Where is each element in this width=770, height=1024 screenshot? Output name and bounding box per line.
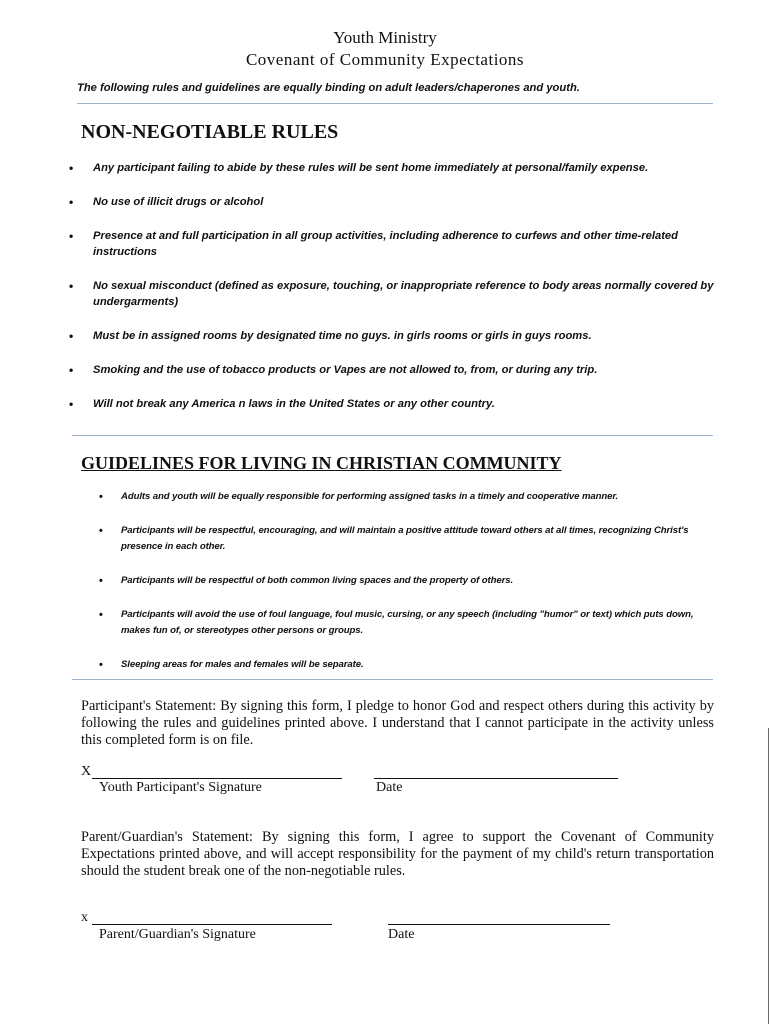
bullet-icon: • — [69, 161, 74, 175]
bullet-icon: • — [69, 195, 74, 209]
bullet-icon: • — [99, 491, 103, 503]
bullet-icon: • — [99, 609, 103, 621]
participant-date-label: Date — [376, 780, 403, 795]
intro-text: The following rules and guidelines are equally binding on adult leaders/chaperones and youth. — [77, 82, 580, 94]
nonnegotiable-heading: NON-NEGOTIABLE RULES — [81, 121, 339, 143]
rule-item: • No sexual misconduct (defined as exposure, touching, or inappropriate reference to body areas normally covered by undergarments) — [69, 279, 714, 308]
nonnegotiable-list — [69, 160, 723, 430]
parent-date-line[interactable] — [388, 924, 610, 925]
rule-item: • No use of illicit drugs or alcohol — [69, 195, 264, 209]
parent-date-label: Date — [388, 927, 415, 942]
rule-item: • Must be in assigned rooms by designated time no guys. in girls rooms or girls in guys rooms. — [69, 329, 592, 343]
divider — [72, 435, 713, 436]
rule-item: • Presence at and full participation in all group activities, including adherence to curfews and other time-related instructions — [69, 229, 678, 258]
page-edge-line — [768, 728, 769, 1024]
bullet-icon: • — [99, 525, 103, 537]
rule-item: • Smoking and the use of tobacco products or Vapes are not allowed to, from, or during any trip. — [69, 363, 598, 377]
bullet-icon: • — [69, 279, 74, 293]
divider — [72, 679, 713, 680]
guideline-item: • Participants will be respectful of both common living spaces and the property of others. — [99, 575, 514, 587]
guideline-item: • Participants will avoid the use of foul language, foul music, cursing, or any speech (including "humor" or text) which puts down, makes fun of, or stereotypes other persons or groups. — [99, 609, 694, 636]
rule-item: • Will not break any America n laws in the United States or any other country. — [69, 397, 495, 411]
participant-date-line[interactable] — [374, 778, 618, 779]
bullet-icon: • — [69, 329, 74, 343]
parent-statement: Parent/Guardian's Statement: By signing this form, I agree to support the Covenant of Community Expectations printed above, and will accept responsibility for the payment of my child's return transportation should the student break one of the non-negotiable rules. — [81, 829, 714, 879]
guidelines-heading: GUIDELINES FOR LIVING IN CHRISTIAN COMMUNITY — [81, 453, 562, 473]
divider — [77, 103, 713, 104]
parent-signature-label: Parent/Guardian's Signature — [99, 927, 256, 942]
parent-sign-mark: x — [81, 910, 88, 925]
guidelines-list — [99, 489, 721, 691]
bullet-icon: • — [69, 363, 74, 377]
title-line-2: Covenant of Community Expectations — [245, 50, 525, 69]
bullet-icon: • — [69, 229, 74, 243]
bullet-icon: • — [99, 575, 103, 587]
title-line-1: Youth Ministry — [333, 28, 437, 47]
participant-sign-mark: X — [81, 764, 92, 779]
guideline-item: • Sleeping areas for males and females will be separate. — [99, 659, 364, 671]
bullet-icon: • — [99, 659, 103, 671]
participant-signature-line[interactable] — [92, 778, 342, 779]
guideline-item: • Participants will be respectful, encouraging, and will maintain a positive attitude toward others at all times, recognizing Christ's presence in each other. — [99, 525, 689, 552]
rule-item: • Any participant failing to abide by these rules will be sent home immediately at personal/family expense. — [69, 161, 649, 175]
parent-signature-line[interactable] — [92, 924, 332, 925]
participant-statement: Participant's Statement: By signing this form, I pledge to honor God and respect others during this activity by following the rules and guidelines printed above. I understand that I cannot participate in the activity unless this completed form is on file. — [81, 698, 714, 748]
bullet-icon: • — [69, 397, 74, 411]
participant-signature-label: Youth Participant's Signature — [99, 780, 262, 795]
guideline-item: • Adults and youth will be equally responsible for performing assigned tasks in a timely and cooperative manner. — [99, 491, 619, 503]
